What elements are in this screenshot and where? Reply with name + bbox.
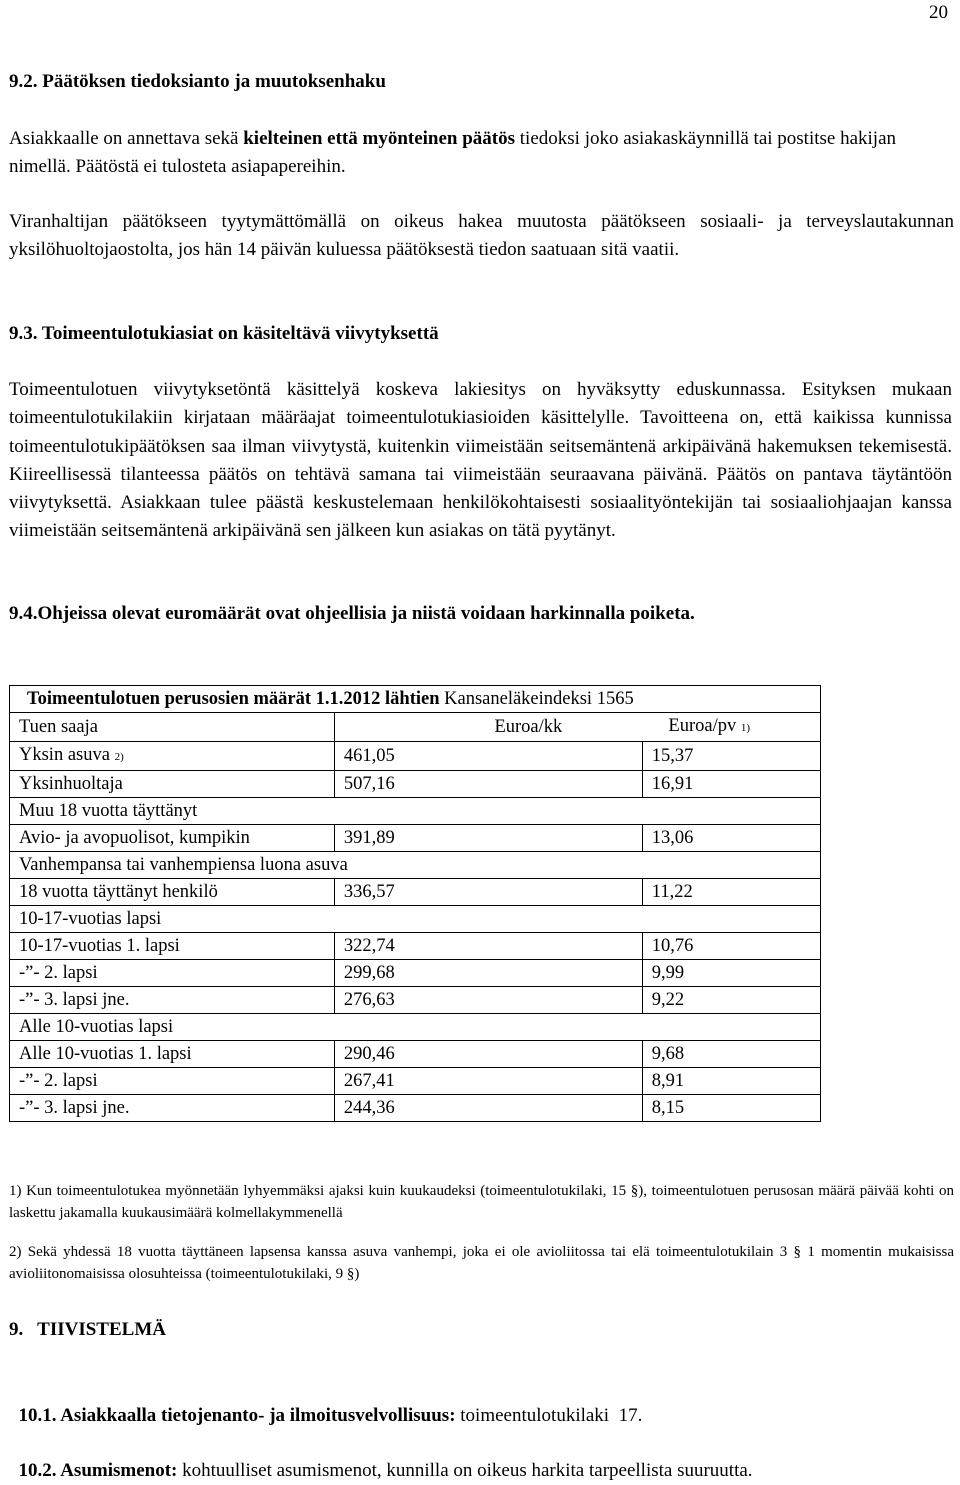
table-cell-per-day: 13,06 <box>642 825 820 852</box>
table-cell-per-month: 391,89 <box>334 825 642 852</box>
table-cell-per-day: 8,15 <box>642 1095 820 1122</box>
table-cell-per-month: 267,41 <box>334 1068 642 1095</box>
recipient-label: -”- 3. lapsi jne. <box>19 990 130 1010</box>
recipient-label: Yksinhuoltaja <box>19 774 123 794</box>
table-group-label: Muu 18 vuotta täyttänyt <box>10 798 821 825</box>
table-row <box>10 742 821 771</box>
footnote-1: 1) Kun toimeentulotukea myönnetään lyhyemmäksi ajaksi kuin kuukaudeksi (toimeentulotukilaki, 15 §), toimeentulotuen perusosan määrä päivää kohti on laskettu jakamalla kuukausimäärä kolmellakymmenellä <box>9 1183 954 1221</box>
table-group-label: Alle 10-vuotias lapsi <box>10 1014 821 1041</box>
table-cell-per-day: 9,99 <box>642 960 820 987</box>
table-cell-recipient <box>10 742 335 771</box>
paragraph-bold-text: kielteinen että myönteinen päätös <box>243 128 516 149</box>
recipient-label: Yksin asuva <box>19 745 110 765</box>
recipient-label: -”- 2. lapsi <box>19 963 98 983</box>
table-cell-recipient <box>10 987 335 1014</box>
section-9-2-paragraph-1 <box>9 125 959 181</box>
col-header-per-day <box>642 713 820 742</box>
recipient-label: -”- 2. lapsi <box>19 1071 98 1091</box>
table-cell-recipient <box>10 825 335 852</box>
recipient-label: Alle 10-vuotias 1. lapsi <box>19 1044 192 1064</box>
table-cell-recipient <box>10 1068 335 1095</box>
table-row <box>10 960 821 987</box>
summary-item-10-1-text: toimeentulotukilaki 17. <box>455 1405 643 1426</box>
recipient-label: 18 vuotta täyttänyt henkilö <box>19 882 218 902</box>
table-title <box>10 686 821 713</box>
col-header-per-month: Euroa/kk <box>334 713 642 742</box>
table-row <box>10 1014 821 1041</box>
summary-item-10-1 <box>9 1374 642 1430</box>
footnote-2: 2) Sekä yhdessä 18 vuotta täyttäneen lapsensa kanssa asuva vanhempi, joka ei ole avioliitossa tai elä toimeentulotukilain 3 § 1 momentin mukaisissa avioliitonomaisissa olosuhteissa (toimeentulotukilaki, 9 §) <box>9 1244 954 1282</box>
table-row <box>10 1095 821 1122</box>
section-9-3-paragraph: Toimeentulotuen viivytyksetöntä käsittelyä koskeva lakiesitys on hyväksytty eduskunnassa. Esityksen mukaan toimeentulotukilakiin kirjataan määräajat toimeentulotukiasioiden käsittelylle. Tavoitteena on, että kaikissa kunnissa toimeentulotukipäätöksen saa ilman viivytystä, kuitenkin viimeistään seitsemäntenä arkipäivänä hakemuksen tekemisestä. Kiireellisessä tilanteessa päätös on tehtävä samana tai viimeistään seuraavana päivänä. Päätös on pantava täytäntöön viivytyksettä. Asiakkaan tulee päästä keskustelemaan henkilökohtaisesti sosiaalityöntekijän tai sosiaaliohjaajan kanssa viimeistään seitsemäntenä arkipäivänä sen jälkeen kun asiakas on tätä pyytänyt. <box>9 379 952 542</box>
table-cell-per-day: 9,68 <box>642 1041 820 1068</box>
table-cell-recipient <box>10 933 335 960</box>
table-row <box>10 798 821 825</box>
table-header-row <box>10 713 821 742</box>
table-row <box>10 1041 821 1068</box>
table-cell-per-month: 244,36 <box>334 1095 642 1122</box>
table-title-index: Kansaneläkeindeksi 1565 <box>439 689 634 709</box>
table-cell-per-day: 16,91 <box>642 771 820 798</box>
table-row <box>10 879 821 906</box>
table-group-label: 10-17-vuotias lapsi <box>10 906 821 933</box>
table-cell-recipient <box>10 1095 335 1122</box>
recipient-label: 10-17-vuotias 1. lapsi <box>19 936 180 956</box>
table-cell-per-month: 322,74 <box>334 933 642 960</box>
table-row <box>10 771 821 798</box>
table-cell-per-month: 336,57 <box>334 879 642 906</box>
table-title-bold: Toimeentulotuen perusosien määrät 1.1.2012 lähtien <box>27 689 440 709</box>
summary-item-10-2 <box>9 1429 753 1485</box>
table-cell-per-day: 10,76 <box>642 933 820 960</box>
basic-amounts-table <box>9 685 821 1122</box>
section-9-4-heading: 9.4.Ohjeissa olevat euromäärät ovat ohjeellisia ja niistä voidaan harkinnalla poiketa. <box>9 603 695 624</box>
table-cell-recipient <box>10 771 335 798</box>
footnote-marker-1: 1) <box>740 722 750 734</box>
table-row <box>10 987 821 1014</box>
section-9-2-paragraph-2: Viranhaltijan päätökseen tyytymättömällä on oikeus hakea muutosta päätökseen sosiaali- ja terveyslautakunnan yksilöhuoltojaostolta, jos hän 14 päivän kuluessa päätöksestä tiedon saatuaan sitä vaatii. <box>9 211 954 260</box>
summary-item-10-2-title: 10.2. Asumismenot: <box>18 1460 178 1481</box>
table-cell-per-day: 8,91 <box>642 1068 820 1095</box>
summary-item-10-2-text: kohtuulliset asumismenot, kunnilla on oikeus harkita tarpeellista suuruutta. <box>177 1460 753 1481</box>
table-cell-per-month: 299,68 <box>334 960 642 987</box>
table-row <box>10 906 821 933</box>
recipient-label: -”- 3. lapsi jne. <box>19 1098 130 1118</box>
col-header-recipient: Tuen saaja <box>10 713 335 742</box>
table-cell-recipient <box>10 1041 335 1068</box>
table-cell-per-month: 276,63 <box>334 987 642 1014</box>
table-cell-per-day: 11,22 <box>642 879 820 906</box>
footnote-marker-2: 2) <box>114 751 124 763</box>
table-cell-per-day: 9,22 <box>642 987 820 1014</box>
summary-item-10-1-title: 10.1. Asiakkaalla tietojenanto- ja ilmoitusvelvollisuus: <box>18 1405 456 1426</box>
paragraph-text: Asiakkaalle on annettava sekä <box>9 128 244 149</box>
section-9-2-heading: 9.2. Päätöksen tiedoksianto ja muutoksenhaku <box>9 71 386 92</box>
section-9-3-heading: 9.3. Toimeentulotukiasiat on käsiteltävä viivytyksettä <box>9 323 439 344</box>
table-row <box>10 825 821 852</box>
table-row <box>10 852 821 879</box>
table-cell-per-month: 290,46 <box>334 1041 642 1068</box>
table-row <box>10 1068 821 1095</box>
table-cell-recipient <box>10 960 335 987</box>
table-group-label: Vanhempansa tai vanhempiensa luona asuva <box>10 852 821 879</box>
table-cell-per-month: 461,05 <box>334 742 642 771</box>
page-number: 20 <box>929 2 948 23</box>
table-cell-per-month: 507,16 <box>334 771 642 798</box>
paragraph-text: tiedoksi joko asiakaskäynnillä tai postitse hakijan nimellä. Päätöstä ei tulosteta asiapapereihin. <box>9 128 897 177</box>
recipient-label: Avio- ja avopuolisot, kumpikin <box>19 828 250 848</box>
table-row <box>10 933 821 960</box>
table-cell-per-day: 15,37 <box>642 742 820 771</box>
table-title-row <box>10 686 821 713</box>
section-9-summary-heading: 9. TIIVISTELMÄ <box>9 1319 166 1340</box>
table-cell-recipient <box>10 879 335 906</box>
col-header-per-day-label: Euroa/pv <box>668 716 737 736</box>
